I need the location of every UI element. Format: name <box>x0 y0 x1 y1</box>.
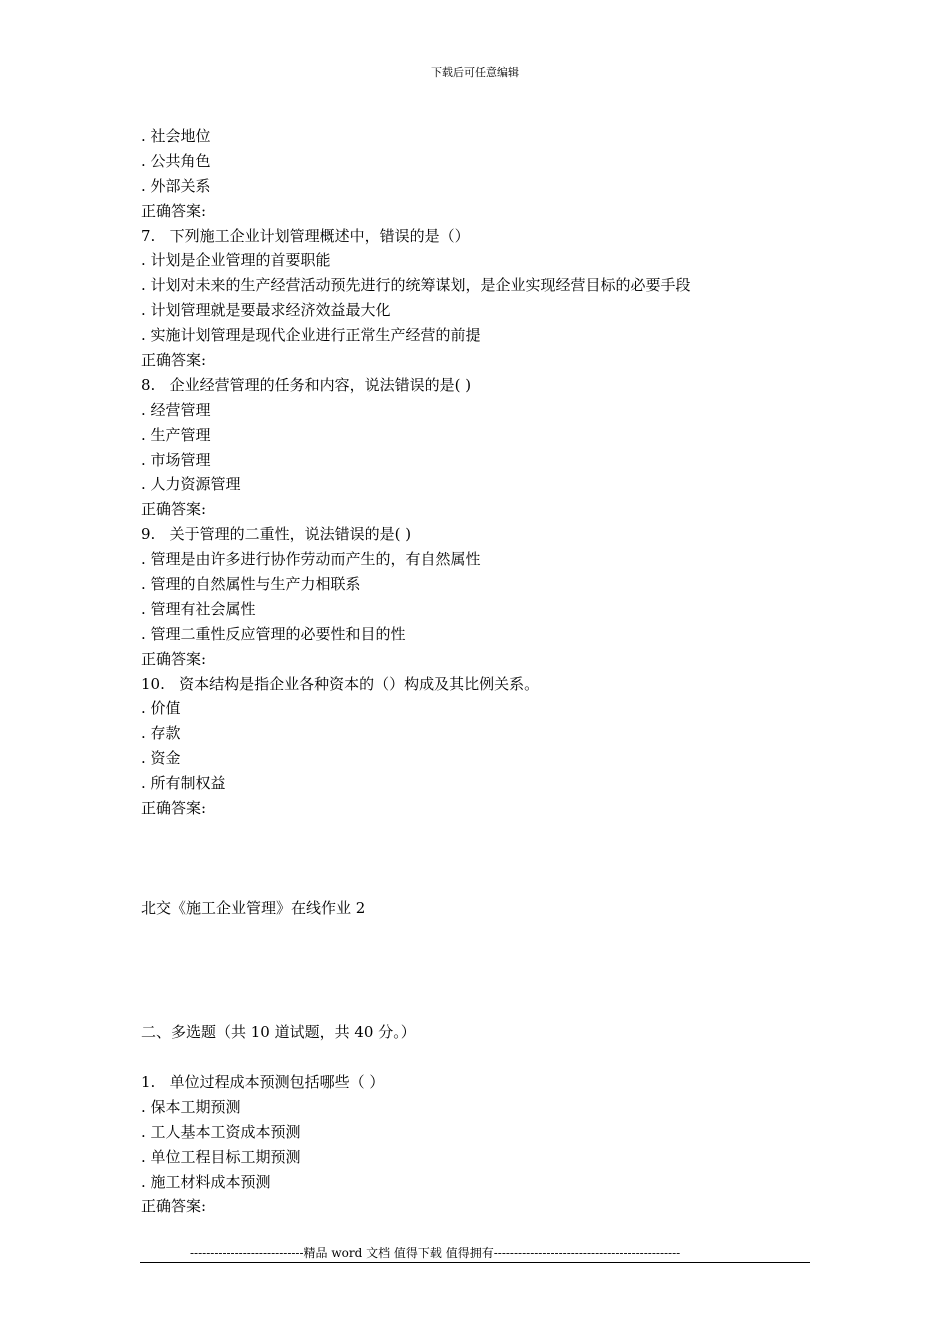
option-line: . 单位工程目标工期预测 <box>141 1147 301 1166</box>
page-footer: ----------------------------精品 word 文档 值得下载 值得拥有---------------------------------------------- <box>190 1246 681 1260</box>
option-line: . 管理二重性反应管理的必要性和目的性 <box>141 624 406 643</box>
answer-label: 正确答案: <box>141 201 207 220</box>
option-line: . 公共角色 <box>141 151 211 170</box>
question-9: 9. 关于管理的二重性，说法错误的是( ) <box>141 525 412 544</box>
answer-label: 正确答案: <box>141 1197 207 1216</box>
answer-label: 正确答案: <box>141 500 207 519</box>
option-line: . 计划对未来的生产经营活动预先进行的统筹谋划，是企业实现经营目标的必要手段 <box>141 276 691 295</box>
question-block-1 <box>141 124 821 821</box>
option-line: . 工人基本工资成本预测 <box>141 1122 301 1141</box>
option-line: . 外部关系 <box>141 176 211 195</box>
page-header: 下载后可任意编辑 <box>431 66 519 79</box>
answer-label: 正确答案: <box>141 351 207 370</box>
option-line: . 管理的自然属性与生产力相联系 <box>141 575 361 594</box>
question-8: 8. 企业经营管理的任务和内容，说法错误的是( ) <box>141 375 472 394</box>
option-line: . 保本工期预测 <box>141 1097 241 1116</box>
option-line: . 经营管理 <box>141 400 211 419</box>
answer-label: 正确答案: <box>141 649 207 668</box>
option-line: . 市场管理 <box>141 450 211 469</box>
option-line: . 计划是企业管理的首要职能 <box>141 251 331 270</box>
option-line: . 计划管理就是要最求经济效益最大化 <box>141 301 391 320</box>
option-line: . 施工材料成本预测 <box>141 1172 271 1191</box>
option-line: . 人力资源管理 <box>141 475 241 494</box>
question-1: 1. 单位过程成本预测包括哪些（ ） <box>141 1073 385 1091</box>
answer-label: 正确答案: <box>141 799 207 818</box>
option-line: . 实施计划管理是现代企业进行正常生产经营的前提 <box>141 326 481 345</box>
question-7: 7. 下列施工企业计划管理概述中，错误的是（） <box>141 226 470 245</box>
option-line: . 管理有社会属性 <box>141 599 256 618</box>
option-line: . 价值 <box>141 699 181 718</box>
option-line: . 社会地位 <box>141 127 211 145</box>
option-line: . 管理是由许多进行协作劳动而产生的，有自然属性 <box>141 550 481 569</box>
section-heading: 二、多选题（共 10 道试题，共 40 分。） <box>141 1023 416 1041</box>
option-line: . 所有制权益 <box>141 774 226 793</box>
question-10: 10. 资本结构是指企业各种资本的（）构成及其比例关系。 <box>141 674 540 693</box>
option-line: . 资金 <box>141 749 181 768</box>
option-line: . 存款 <box>141 724 181 743</box>
question-block-2 <box>141 1070 821 1219</box>
footer-rule <box>140 1262 810 1263</box>
option-line: . 生产管理 <box>141 425 211 444</box>
assignment-title: 北交《施工企业管理》在线作业 2 <box>141 899 366 917</box>
